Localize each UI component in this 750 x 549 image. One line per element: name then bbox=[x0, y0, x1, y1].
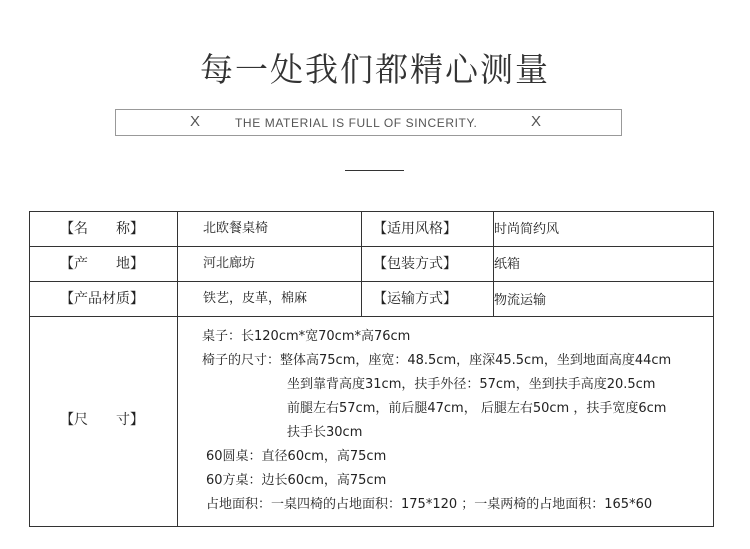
size-line-chair: 椅子的尺寸：整体高75cm，座宽：48.5cm，座深45.5cm，坐到地面高度44cm bbox=[202, 353, 672, 368]
shipping-value: 物流运输 bbox=[494, 293, 547, 308]
style-value: 时尚简约风 bbox=[494, 222, 560, 237]
size-line-square-table: 60方桌：边长60cm，高75cm bbox=[206, 473, 387, 488]
material-value: 铁艺，皮革，棉麻 bbox=[203, 291, 308, 306]
subtitle-banner bbox=[115, 109, 622, 136]
page-title: 每一处我们都精心测量 bbox=[200, 50, 550, 89]
section-divider bbox=[345, 170, 404, 171]
size-line-footprint: 占地面积：一桌四椅的占地面积：175*120 ；一桌两椅的占地面积：165*60 bbox=[206, 497, 653, 512]
size-label: 【尺 寸】 bbox=[60, 412, 144, 428]
name-value: 北欧餐桌椅 bbox=[203, 221, 269, 236]
packaging-value: 纸箱 bbox=[494, 257, 521, 272]
table-col-divider bbox=[177, 212, 178, 526]
table-row-divider bbox=[30, 281, 713, 282]
packaging-label: 【包装方式】 bbox=[373, 256, 457, 272]
material-label: 【产品材质】 bbox=[60, 291, 144, 307]
table-row-divider bbox=[30, 316, 713, 317]
origin-value: 河北廊坊 bbox=[203, 256, 256, 271]
x-marker-right: X bbox=[531, 113, 542, 130]
table-row-divider bbox=[30, 246, 713, 247]
size-line-table: 桌子：长120cm*宽70cm*高76cm bbox=[202, 329, 411, 344]
size-line-chair-cont-2: 前腿左右57cm，前后腿47cm， 后腿左右50cm ，扶手宽度6cm bbox=[287, 401, 667, 416]
name-label: 【名 称】 bbox=[60, 221, 144, 237]
shipping-label: 【运输方式】 bbox=[373, 291, 457, 307]
origin-label: 【产 地】 bbox=[60, 256, 144, 272]
style-label: 【适用风格】 bbox=[373, 221, 457, 237]
size-line-chair-cont-1: 坐到靠背高度31cm，扶手外径：57cm，坐到扶手高度20.5cm bbox=[287, 377, 656, 392]
size-line-chair-cont-3: 扶手长30cm bbox=[287, 425, 363, 440]
spec-table bbox=[29, 211, 714, 527]
x-marker-left: X bbox=[190, 113, 201, 130]
size-line-round-table: 60圆桌：直径60cm，高75cm bbox=[206, 449, 387, 464]
subtitle-text: THE MATERIAL IS FULL OF SINCERITY. bbox=[235, 116, 478, 130]
table-col-divider bbox=[361, 212, 362, 316]
